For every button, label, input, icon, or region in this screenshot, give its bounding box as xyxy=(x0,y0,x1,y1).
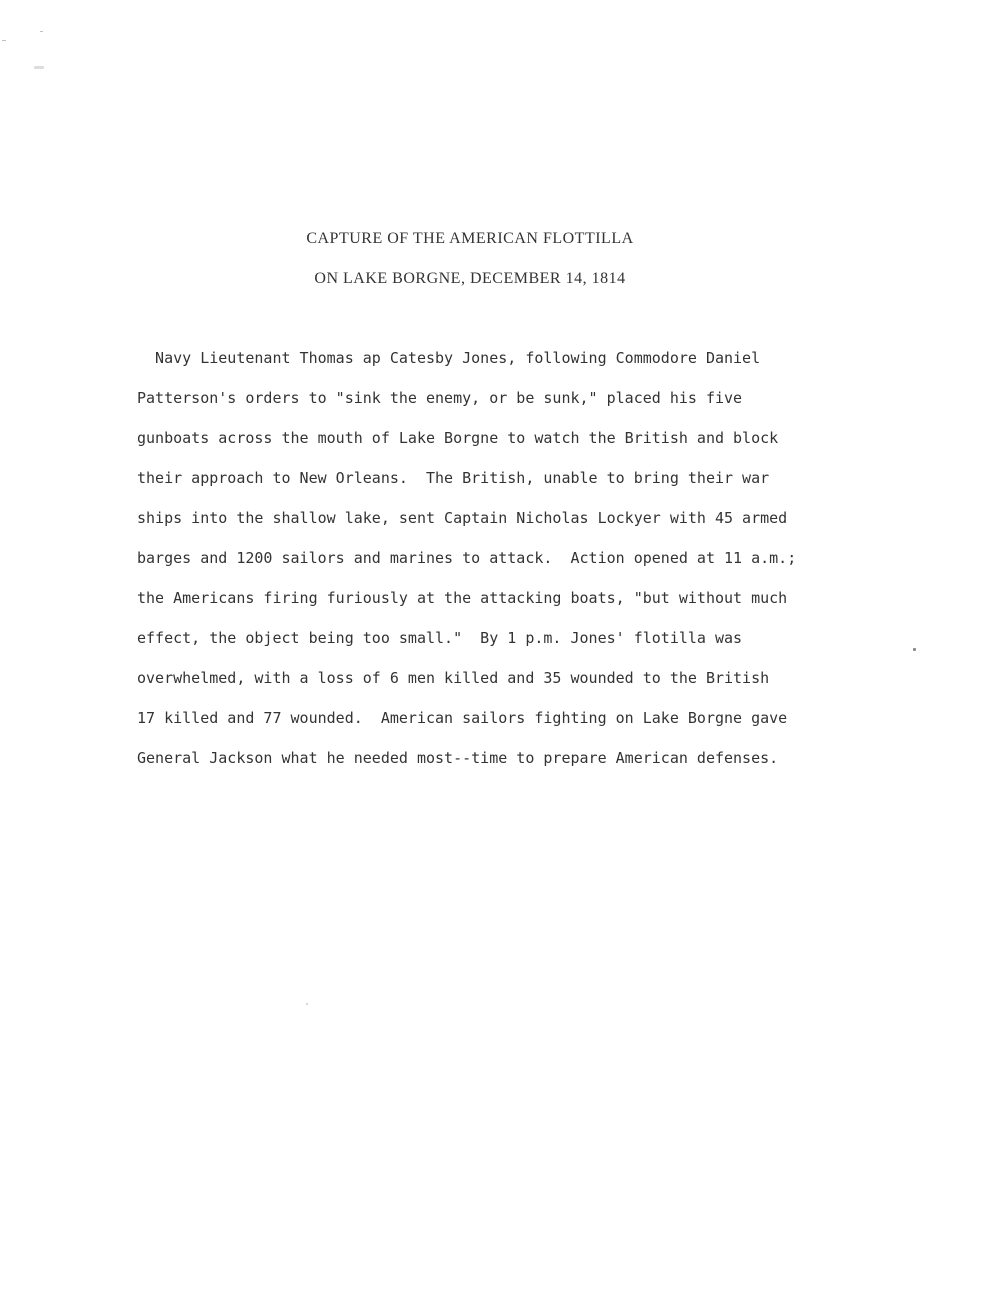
scan-speck xyxy=(34,66,44,69)
title-line-1: CAPTURE OF THE AMERICAN FLOTTILLA xyxy=(306,230,634,247)
body-line-11: General Jackson what he needed most--time to prepare American defenses. xyxy=(137,749,779,767)
body-line-3: gunboats across the mouth of Lake Borgne to watch the British and block xyxy=(137,429,779,447)
body-line-10: 17 killed and 77 wounded. American sailors fighting on Lake Borgne gave xyxy=(137,709,788,727)
scan-speck xyxy=(2,40,6,41)
body-paragraph xyxy=(137,344,877,784)
document-title xyxy=(0,226,940,306)
body-line-5: ships into the shallow lake, sent Captain Nicholas Lockyer with 45 armed xyxy=(137,509,788,527)
scan-speck xyxy=(306,1003,308,1005)
scan-speck xyxy=(913,648,916,651)
body-line-9: overwhelmed, with a loss of 6 men killed and 35 wounded to the British xyxy=(137,669,770,687)
body-line-4: their approach to New Orleans. The British, unable to bring their war xyxy=(137,469,770,487)
body-line-1: Navy Lieutenant Thomas ap Catesby Jones, following Commodore Daniel xyxy=(137,349,761,367)
title-line-2: ON LAKE BORGNE, DECEMBER 14, 1814 xyxy=(314,270,626,287)
body-line-2: Patterson's orders to "sink the enemy, or be sunk," placed his five xyxy=(137,389,743,407)
body-line-7: the Americans firing furiously at the attacking boats, "but without much xyxy=(137,589,788,607)
scan-speck xyxy=(40,31,43,32)
body-line-6: barges and 1200 sailors and marines to attack. Action opened at 11 a.m.; xyxy=(137,549,797,567)
body-line-8: effect, the object being too small." By 1 p.m. Jones' flotilla was xyxy=(137,629,743,647)
